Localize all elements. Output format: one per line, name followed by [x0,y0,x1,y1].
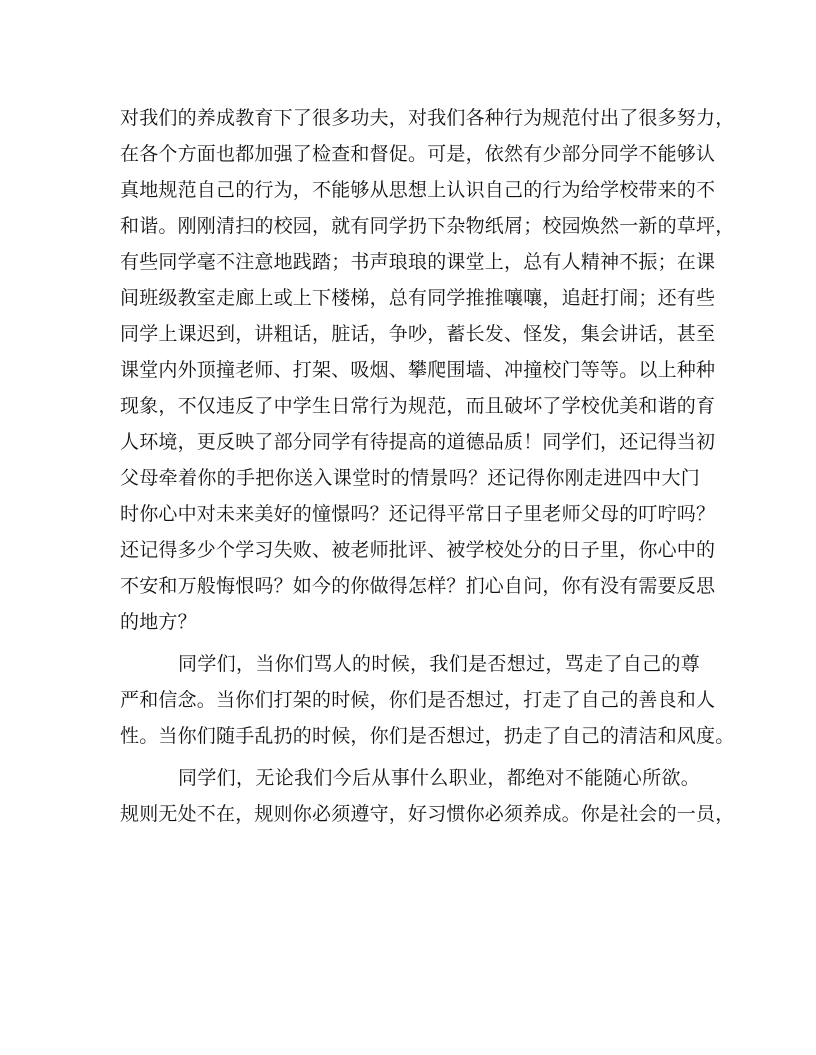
text-line: 现象，不仅违反了中学生日常行为规范，而且破坏了学校优美和谐的育 [120,395,716,417]
document-body [120,100,735,838]
text-line: 时你心中对未来美好的憧憬吗？还记得平常日子里老师父母的叮咛吗？ [120,503,716,525]
text-line: 对我们的养成教育下了很多功夫，对我们各种行为规范付出了很多努力， [120,107,735,129]
text-line: 有些同学毫不注意地践踏；书声琅琅的课堂上，总有人精神不振；在课 [120,251,716,273]
text-line: 人环境，更反映了部分同学有待提高的道德品质！同学们，还记得当初 [120,431,716,453]
text-line: 同学们，无论我们今后从事什么职业，都绝对不能随心所欲。 [178,767,700,789]
text-line: 父母牵着你的手把你送入课堂时的情景吗？还记得你刚走进四中大门 [120,467,700,489]
text-line: 和谐。刚刚清扫的校园，就有同学扔下杂物纸屑；校园焕然一新的草坪， [120,215,735,237]
text-line: 间班级教室走廊上或上下楼梯，总有同学推推嚷嚷，追赶打闹；还有些 [120,287,716,309]
text-line: 同学上课迟到，讲粗话，脏话，争吵，蓄长发、怪发，集会讲话，甚至 [120,323,716,345]
text-line: 严和信念。当你们打架的时候，你们是否想过，打走了自己的善良和人 [120,689,716,711]
text-line: 性。当你们随手乱扔的时候，你们是否想过，扔走了自己的清洁和风度。 [120,725,735,747]
text-line: 还记得多少个学习失败、被老师批评、被学校处分的日子里，你心中的 [120,539,716,561]
paragraph-2 [120,646,735,754]
text-line: 课堂内外顶撞老师、打架、吸烟、攀爬围墙、冲撞校门等等。以上种种 [120,359,716,381]
text-line: 在各个方面也都加强了检查和督促。可是，依然有少部分同学不能够认 [120,143,716,165]
text-line: 规则无处不在，规则你必须遵守，好习惯你必须养成。你是社会的一员， [120,803,735,825]
paragraph-1 [120,100,735,640]
text-line: 不安和万般悔恨吗？如今的你做得怎样？扪心自问，你有没有需要反思 [120,575,716,597]
paragraph-3 [120,760,735,832]
text-line: 同学们，当你们骂人的时候，我们是否想过，骂走了自己的尊 [178,653,700,675]
text-line: 的地方？ [120,611,197,633]
text-line: 真地规范自己的行为，不能够从思想上认识自己的行为给学校带来的不 [120,179,716,201]
